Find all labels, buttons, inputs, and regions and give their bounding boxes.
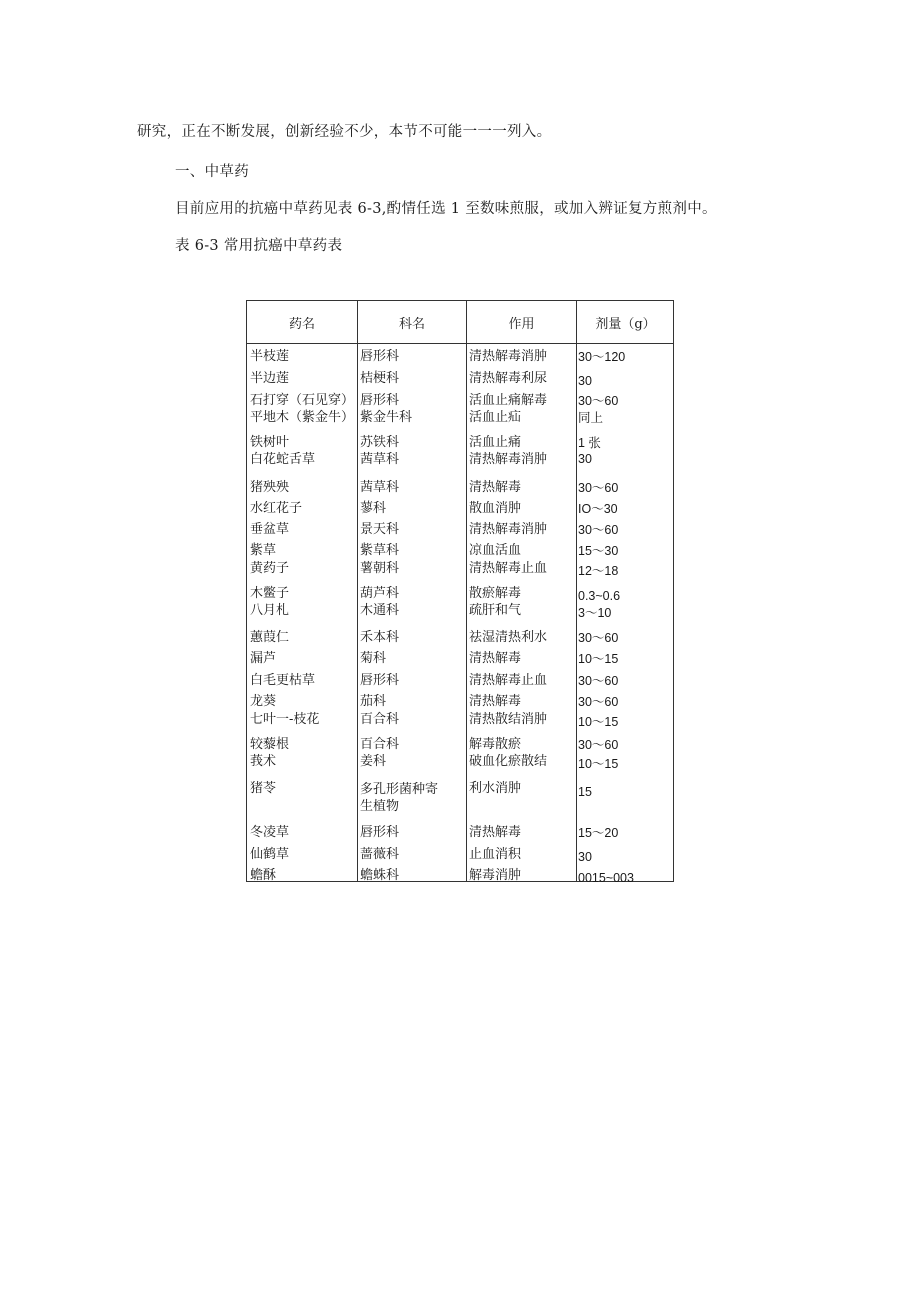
family-cell: 葫芦科 xyxy=(360,586,400,601)
dosage-cell: 10～15 xyxy=(578,652,619,666)
effect-cell: 清热散结消肿 xyxy=(469,712,548,727)
header-family: 科名 xyxy=(398,316,425,332)
effect-cell: 止血消积 xyxy=(469,847,522,862)
herb-name-cell: 铁树叶 xyxy=(250,435,290,450)
paragraph-continuation: 研究，正在不断发展，创新经验不少，本节不可能一一一列入。 xyxy=(137,124,552,140)
family-cell: 景天科 xyxy=(360,522,400,537)
dosage-cell: 3～10 xyxy=(578,606,612,620)
dosage-cell: 30 xyxy=(578,374,592,388)
dosage-cell: 同上 xyxy=(578,411,604,425)
effect-cell: 祛湿清热利水 xyxy=(469,630,548,645)
dosage-cell: 30～60 xyxy=(578,738,619,752)
header-effect: 作用 xyxy=(508,316,535,332)
dosage-cell: 0.3~0.6 xyxy=(578,589,621,603)
herb-name-cell: 半枝莲 xyxy=(250,349,290,364)
effect-cell: 活血止疝 xyxy=(469,410,522,425)
herb-name-cell: 白毛更枯草 xyxy=(250,673,316,688)
dosage-cell: 10～15 xyxy=(578,757,619,771)
family-cell: 百合科 xyxy=(360,737,400,752)
dosage-cell: 30 xyxy=(578,850,592,864)
herb-name-cell: 龙葵 xyxy=(250,694,277,709)
family-cell: 蓼科 xyxy=(360,501,387,516)
effect-cell: 散瘀解毒 xyxy=(469,586,522,601)
column-divider xyxy=(466,301,467,881)
family-cell: 薯朝科 xyxy=(360,561,400,576)
effect-cell: 散血消肿 xyxy=(469,501,522,516)
family-cell: 紫草科 xyxy=(360,543,400,558)
herb-name-cell: 较藜根 xyxy=(250,737,290,752)
section-heading: 一、中草药 xyxy=(175,164,249,180)
dosage-cell: 1 张 xyxy=(578,436,601,450)
column-divider xyxy=(576,301,577,881)
dosage-cell: 30～60 xyxy=(578,523,619,537)
family-cell: 禾本科 xyxy=(360,630,400,645)
effect-cell: 解毒消肿 xyxy=(469,868,522,883)
herb-name-cell: 木鳖子 xyxy=(250,586,290,601)
effect-cell: 活血止痛 xyxy=(469,435,522,450)
effect-cell: 利水消肿 xyxy=(469,781,522,796)
herb-name-cell: 平地木（紫金牛） xyxy=(250,410,355,425)
header-divider xyxy=(247,343,673,344)
effect-cell: 清热解毒 xyxy=(469,651,522,666)
table-caption: 表 6-3 常用抗癌中草药表 xyxy=(175,238,343,254)
herb-name-cell: 漏芦 xyxy=(250,651,277,666)
dosage-cell: 30～120 xyxy=(578,350,626,364)
herb-name-cell: 蕙葭仁 xyxy=(250,630,290,645)
dosage-cell: 0015~003 xyxy=(578,871,634,885)
dosage-cell: 30 xyxy=(578,452,592,466)
herb-name-cell: 莪术 xyxy=(250,754,277,769)
family-cell: 蔷薇科 xyxy=(360,847,400,862)
dosage-cell: 30～60 xyxy=(578,674,619,688)
family-cell: 茜草科 xyxy=(360,452,400,467)
effect-cell: 清热解毒消肿 xyxy=(469,522,548,537)
family-cell: 唇形科 xyxy=(360,825,400,840)
dosage-cell: 30～60 xyxy=(578,481,619,495)
family-cell: 茜草科 xyxy=(360,480,400,495)
family-cell: 蟾蛛科 xyxy=(360,868,400,883)
family-cell: 菊科 xyxy=(360,651,387,666)
dosage-cell: 15 xyxy=(578,785,592,799)
herb-name-cell: 七叶一-枝花 xyxy=(250,712,320,727)
dosage-cell: 10～15 xyxy=(578,715,619,729)
herb-name-cell: 猪苓 xyxy=(250,781,277,796)
dosage-cell: 30～60 xyxy=(578,394,619,408)
herb-name-cell: 垂盆草 xyxy=(250,522,290,537)
effect-cell: 疏肝和气 xyxy=(469,603,522,618)
family-cell: 唇形科 xyxy=(360,673,400,688)
herb-name-cell: 黄药子 xyxy=(250,561,290,576)
herb-name-cell: 石打穿（石见穿） xyxy=(250,393,355,408)
herb-name-cell: 半边莲 xyxy=(250,371,290,386)
dosage-cell: 15～20 xyxy=(578,826,619,840)
dosage-cell: 15～30 xyxy=(578,544,619,558)
effect-cell: 破血化瘀散结 xyxy=(469,754,548,769)
effect-cell: 清热解毒止血 xyxy=(469,673,548,688)
effect-cell: 清热解毒 xyxy=(469,825,522,840)
family-cell: 唇形科 xyxy=(360,349,400,364)
effect-cell: 清热解毒利尿 xyxy=(469,371,548,386)
effect-cell: 清热解毒止血 xyxy=(469,561,548,576)
dosage-cell: 12～18 xyxy=(578,564,619,578)
family-cell: 桔梗科 xyxy=(360,371,400,386)
family-cell: 唇形科 xyxy=(360,393,400,408)
herb-name-cell: 仙鹤草 xyxy=(250,847,290,862)
header-dosage: 剂量（g） xyxy=(595,316,656,332)
family-cell: 茄科 xyxy=(360,694,387,709)
herb-table xyxy=(246,300,674,885)
family-cell: 百合科 xyxy=(360,712,400,727)
family-cell: 多孔形菌种寄生植物 xyxy=(360,782,439,814)
herb-name-cell: 猪殃殃 xyxy=(250,480,290,495)
effect-cell: 清热解毒消肿 xyxy=(469,452,548,467)
dosage-cell: 30～60 xyxy=(578,631,619,645)
effect-cell: 活血止痛解毒 xyxy=(469,393,548,408)
family-cell: 木通科 xyxy=(360,603,400,618)
effect-cell: 清热解毒 xyxy=(469,694,522,709)
dosage-cell: IO～30 xyxy=(578,502,618,516)
herb-name-cell: 蟾酥 xyxy=(250,868,277,883)
column-divider xyxy=(357,301,358,881)
effect-cell: 解毒散瘀 xyxy=(469,737,522,752)
paragraph-body: 目前应用的抗癌中草药见表 6-3,酌情任选 1 至数味煎服，或加入辨证复方煎剂中。 xyxy=(175,201,717,217)
effect-cell: 凉血活血 xyxy=(469,543,522,558)
herb-name-cell: 八月札 xyxy=(250,603,290,618)
header-name: 药名 xyxy=(288,316,315,332)
herb-name-cell: 白花蛇舌草 xyxy=(250,452,316,467)
family-cell: 紫金牛科 xyxy=(360,410,413,425)
family-cell: 苏铁科 xyxy=(360,435,400,450)
family-cell: 姜科 xyxy=(360,754,387,769)
herb-name-cell: 冬凌草 xyxy=(250,825,290,840)
herb-name-cell: 紫草 xyxy=(250,543,277,558)
dosage-cell: 30～60 xyxy=(578,695,619,709)
effect-cell: 清热解毒 xyxy=(469,480,522,495)
effect-cell: 清热解毒消肿 xyxy=(469,349,548,364)
herb-name-cell: 水红花子 xyxy=(250,501,303,516)
